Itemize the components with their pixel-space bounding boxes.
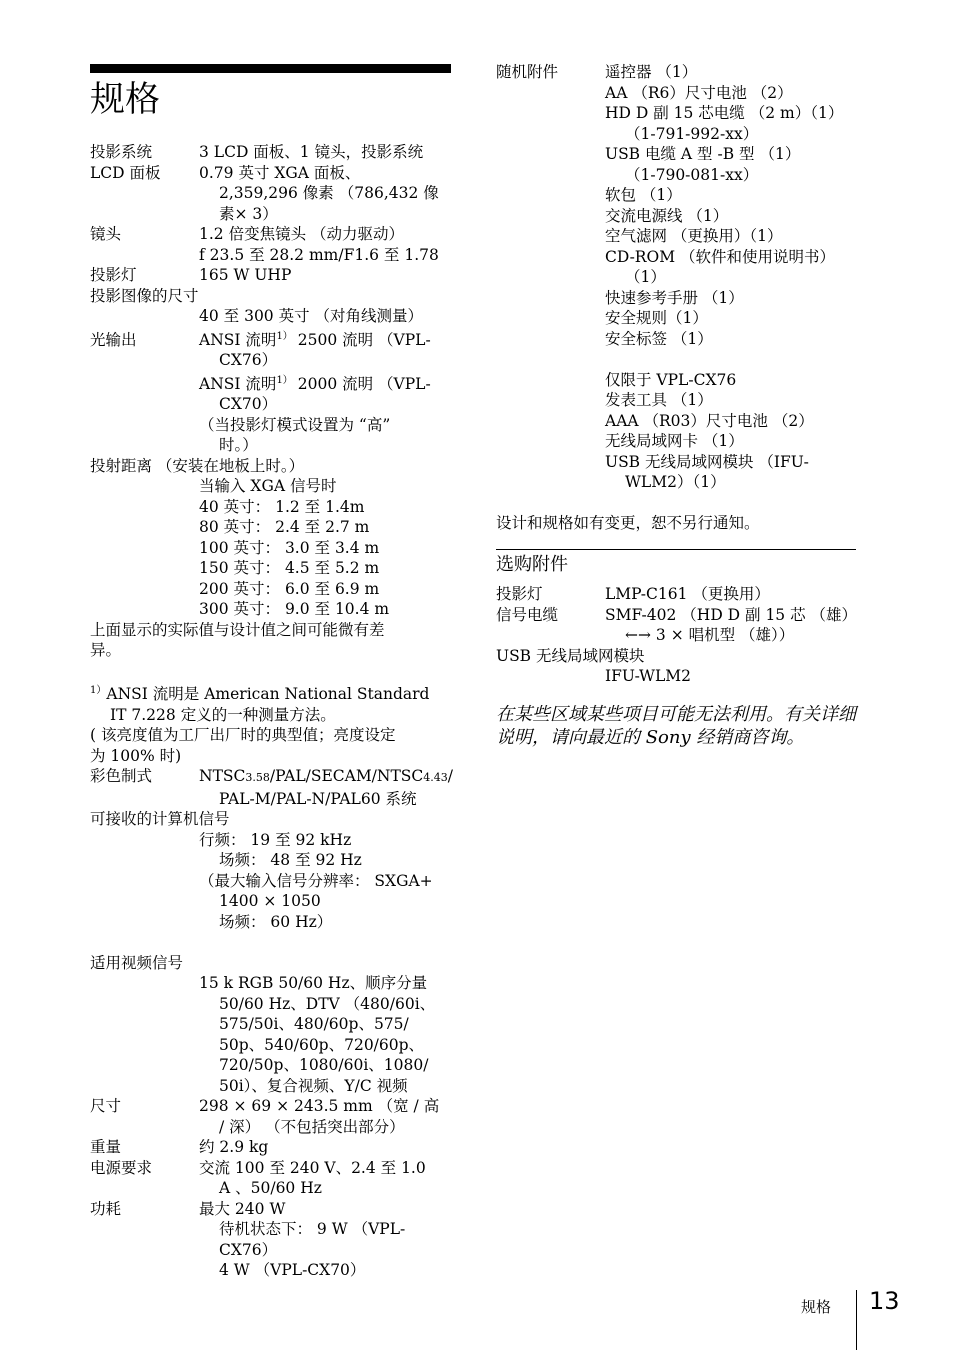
spec-value-cont	[496, 625, 858, 646]
spec-label: 镜头	[90, 225, 122, 243]
spec-value: 最大 240 W	[199, 1199, 286, 1218]
spec-value-cont: 时。）	[219, 436, 258, 454]
optional-accessories-list	[496, 584, 858, 687]
availability-note: 在某些区域某些项目可能无法利用。有关详细说明，请向最近的 Sony 经销商咨询。	[496, 704, 856, 748]
spec-value: 当输入 XGA 信号时	[199, 477, 337, 495]
spec-label: 尺寸	[90, 1097, 122, 1115]
spec-value: 3 LCD 面板、1 镜头，投影系统	[199, 143, 424, 161]
spec-value: 行频： 19 至 92 kHz	[199, 830, 352, 849]
spec-value: 298 × 69 × 243.5 mm （宽 / 高	[199, 1097, 440, 1115]
spec-value: 100 英寸： 3.0 至 3.4 m	[199, 538, 380, 557]
spec-value: 80 英寸： 2.4 至 2.7 m	[199, 518, 370, 536]
spec-value: AA （R6）尺寸电池 （2）	[605, 83, 793, 102]
spec-value-pre: ANSI 流明	[199, 330, 277, 349]
spec-value-cont: 场频： 48 至 92 Hz	[219, 851, 362, 869]
spec-label: 投影灯	[496, 585, 543, 603]
spec-value-cont: 720/50p、1080/60i、1080/	[219, 1056, 429, 1074]
spec-value: USB 电缆 A 型 -B 型 （1）	[605, 145, 801, 163]
spec-value: 快速参考手册 （1）	[605, 288, 744, 307]
spec-label: LCD 面板	[90, 163, 161, 182]
spec-line: 上面显示的实际值与设计值之间可能微有差	[90, 620, 385, 639]
spec-value: 无线局域网卡 （1）	[605, 432, 744, 450]
spec-value: 165 W UHP	[199, 266, 292, 284]
spec-value: IFU-WLM2	[605, 667, 692, 685]
footer-divider	[856, 1290, 857, 1350]
double-arrow-icon: ←→	[625, 626, 651, 644]
accessories-list	[496, 62, 858, 534]
spec-value: 1.2 倍变焦镜头 （动力驱动）	[199, 225, 405, 243]
spec-value-small: 3.58	[245, 771, 270, 784]
spec-value-cont: 50p、540/60p、720/60p、	[219, 1035, 425, 1054]
spec-row	[90, 142, 452, 163]
spec-value: 空气滤网 （更换用）（1）	[605, 227, 783, 245]
spec-value-cont: PAL-M/PAL-N/PAL60 系统	[219, 789, 417, 808]
spec-value: 2500 流明 （VPL-	[292, 330, 431, 349]
optional-accessories-title: 选购附件	[496, 554, 568, 575]
spec-value-cont: （1）	[625, 268, 666, 286]
spec-line: ( 该亮度值为工厂出厂时的典型值；亮度设定	[90, 726, 396, 744]
spec-value: 发表工具 （1）	[605, 391, 713, 409]
spec-label: 功耗	[90, 1199, 122, 1218]
spec-value-cont: （1-791-992-xx）	[625, 124, 759, 143]
footnote-text: ANSI 流明是 American National Standard	[106, 685, 430, 703]
spec-line: 投影图像的尺寸	[90, 286, 199, 305]
spec-line: 适用视频信号	[90, 953, 184, 972]
spec-value-cont: （1-790-081-xx）	[625, 165, 759, 184]
spec-row	[90, 224, 452, 245]
spec-value: LMP-C161 （更换用）	[605, 585, 770, 603]
spec-value: 40 至 300 英寸 （对角线测量）	[199, 307, 424, 325]
spec-label: 随机附件	[496, 63, 559, 81]
footnote-marker: 1）	[276, 374, 293, 386]
spec-row	[496, 62, 858, 83]
footnote-marker: 1）	[276, 330, 293, 342]
spec-value: HD D 副 15 芯电缆 （2 m）（1）	[605, 104, 844, 122]
spec-value: 3 × 唱机型 （雄））	[650, 626, 795, 644]
spec-value: 15 k RGB 50/60 Hz、顺序分量	[199, 974, 428, 992]
spec-value: 安全规则（1）	[605, 309, 708, 327]
spec-value-cont: CX70）	[219, 395, 278, 413]
spec-value: AAA （R03）尺寸电池 （2）	[605, 411, 814, 430]
spec-line: 异。	[90, 641, 122, 659]
spec-row	[90, 265, 452, 286]
spec-row	[496, 584, 858, 605]
spec-value-cont: 素× 3）	[219, 204, 278, 223]
spec-value-cont: 575/50i、480/60p、575/	[219, 1015, 409, 1033]
spec-value: 0.79 英寸 XGA 面板、	[199, 163, 361, 182]
blank-line	[90, 932, 452, 953]
spec-value: CD-ROM （软件和使用说明书）	[605, 247, 835, 266]
spec-value: /PAL/SECAM/NTSC	[269, 767, 424, 785]
spec-value-pre: ANSI 流明	[199, 374, 277, 393]
spec-value: 遥控器 （1）	[605, 63, 698, 81]
spec-value-cont: 1400 × 1050	[219, 892, 321, 910]
spec-value-cont: CX76）	[219, 351, 278, 369]
spec-row	[90, 327, 452, 351]
spec-row	[90, 1096, 452, 1117]
spec-label: 重量	[90, 1138, 122, 1156]
spec-value: USB 无线局域网模块 （IFU-	[605, 452, 809, 471]
spec-value: 安全标签 （1）	[605, 329, 713, 348]
spec-value: 300 英寸： 9.0 至 10.4 m	[199, 600, 390, 618]
blank-line	[496, 349, 858, 370]
spec-value: （最大输入信号分辨率： SXGA+	[199, 871, 433, 890]
spec-value-cont: 4 W （VPL-CX70）	[219, 1261, 366, 1279]
spec-value: （当投影灯模式设置为 “高”	[199, 415, 391, 434]
spec-value: 40 英寸： 1.2 至 1.4m	[199, 497, 365, 516]
spec-value: f 23.5 至 28.2 mm/F1.6 至 1.78	[199, 245, 439, 264]
spec-value: 软包 （1）	[605, 186, 682, 204]
spec-row	[90, 1199, 452, 1220]
spec-value: 约 2.9 kg	[199, 1138, 269, 1156]
spec-value-cont: 待机状态下： 9 W （VPL-	[219, 1220, 406, 1238]
spec-label: 电源要求	[90, 1158, 153, 1177]
spec-value-cont: CX76）	[219, 1240, 278, 1259]
spec-label: 光输出	[90, 330, 137, 349]
spec-value-cont: 50/60 Hz、DTV （480/60i、	[219, 994, 436, 1013]
page-title: 规格	[90, 80, 161, 120]
spec-label: 彩色制式	[90, 767, 153, 785]
spec-value: 交流电源线 （1）	[605, 206, 729, 225]
spec-value: 仅限于 VPL-CX76	[605, 370, 737, 389]
spec-value-small: 4.43	[423, 771, 448, 784]
blank-line	[90, 661, 452, 682]
spec-value: SMF-402 （HD D 副 15 芯 （雄）	[605, 605, 858, 624]
title-rule	[90, 64, 451, 73]
spec-value-cont: / 深） （不包括突出部分）	[219, 1117, 405, 1136]
spec-row	[90, 1158, 452, 1179]
spec-value-cont: A 、50/60 Hz	[219, 1179, 322, 1197]
spec-value: 200 英寸： 6.0 至 6.9 m	[199, 579, 380, 598]
spec-label: 投影系统	[90, 143, 153, 161]
page-number: 13	[869, 1287, 900, 1315]
spec-row	[90, 1137, 452, 1158]
spec-line: 投射距离 （安装在地板上时。）	[90, 456, 305, 475]
spec-row	[90, 766, 452, 789]
spec-label: 信号电缆	[496, 605, 559, 624]
spec-line: IT 7.228 定义的一种测量方法。	[110, 705, 336, 724]
spec-value: NTSC	[199, 767, 246, 785]
spec-value-cont: 50i）、复合视频、Y/C 视频	[219, 1076, 408, 1095]
spec-list-left	[90, 142, 452, 1281]
spec-row	[90, 371, 452, 395]
spec-value: /	[447, 767, 454, 785]
footer-section-label: 规格	[801, 1298, 832, 1316]
spec-line: 为 100% 时)	[90, 746, 182, 765]
spec-line: 设计和规格如有变更，恕不另行通知。	[496, 514, 760, 532]
spec-line: USB 无线局域网模块	[496, 646, 645, 665]
spec-line: 可接收的计算机信号	[90, 810, 230, 828]
spec-value: 150 英寸： 4.5 至 5.2 m	[199, 559, 380, 577]
blank-line	[496, 493, 858, 514]
footnote	[90, 681, 452, 705]
section-rule	[496, 549, 856, 550]
spec-value-cont: 2,359,296 像素 （786,432 像	[219, 184, 439, 202]
spec-value-cont: 场频： 60 Hz）	[219, 912, 333, 931]
footnote-marker: 1）	[90, 685, 107, 696]
spec-value-cont: WLM2）（1）	[625, 473, 726, 491]
spec-value: 2000 流明 （VPL-	[292, 374, 431, 393]
spec-row	[90, 163, 452, 184]
spec-value: 交流 100 至 240 V、2.4 至 1.0	[199, 1158, 426, 1177]
spec-label: 投影灯	[90, 266, 137, 284]
spec-row	[496, 605, 858, 626]
